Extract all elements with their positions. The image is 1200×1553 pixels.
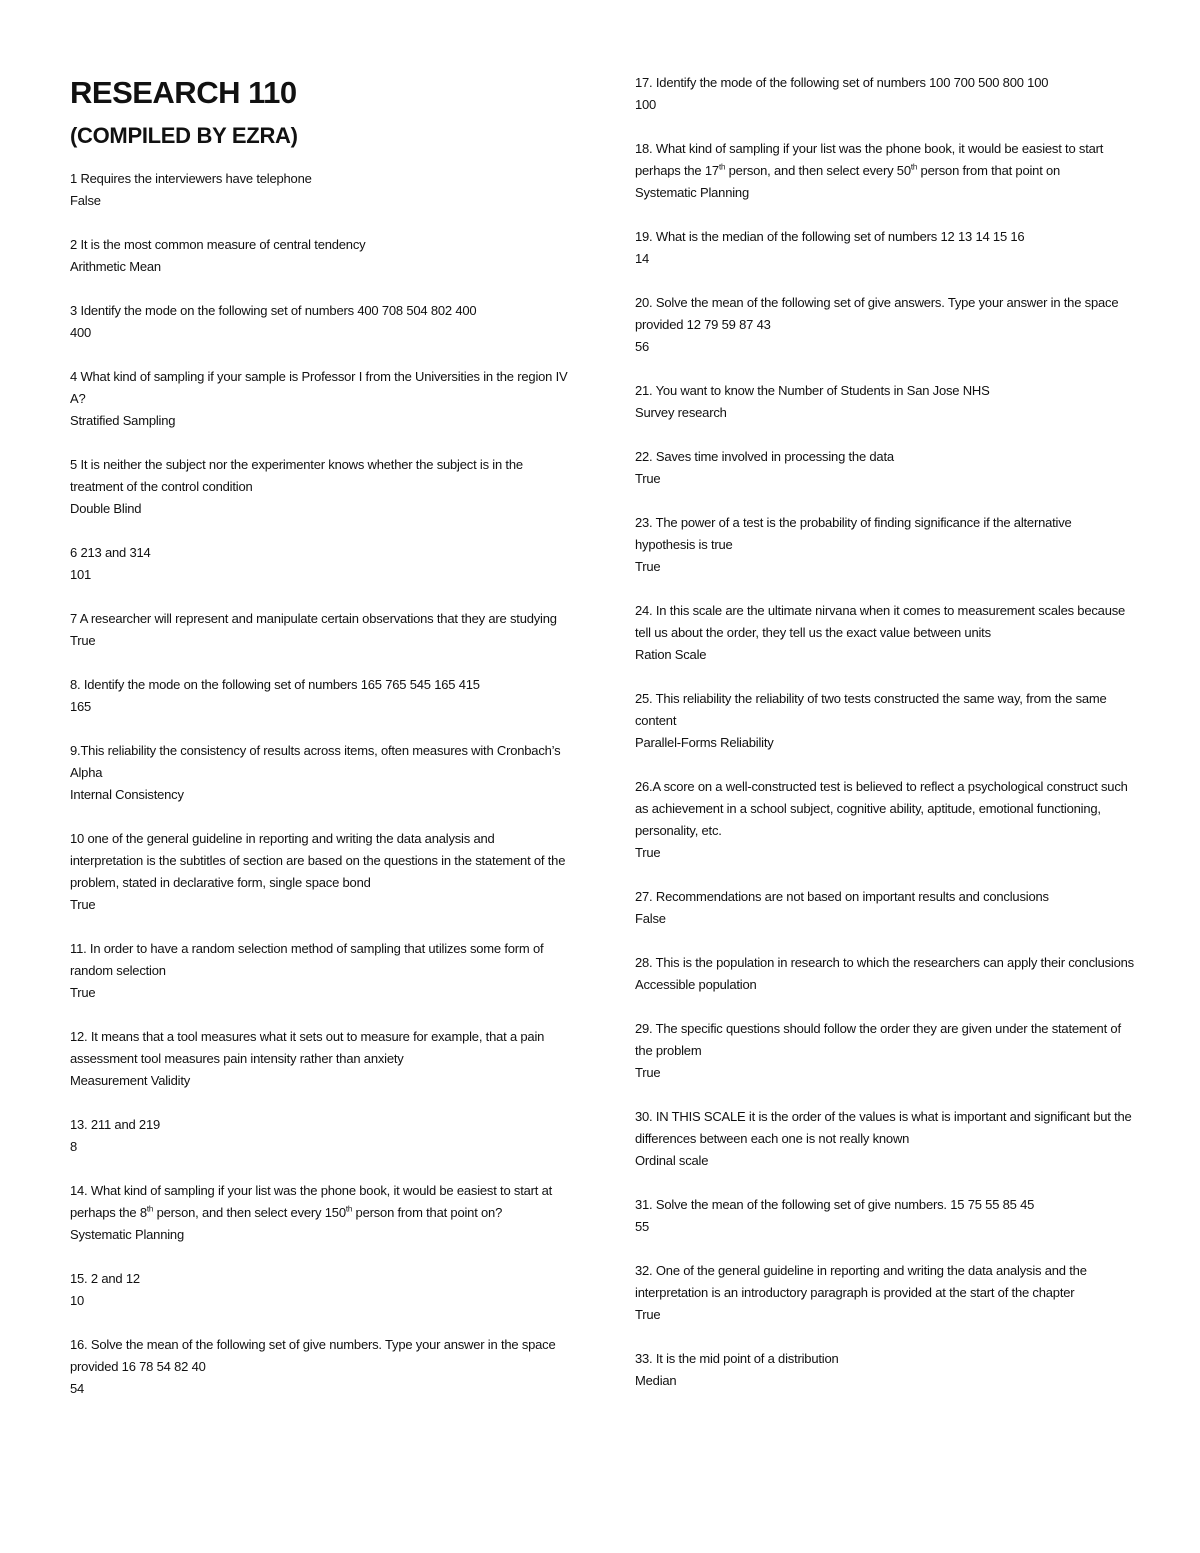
answer-text: True bbox=[70, 985, 96, 1000]
question-text: 7 A researcher will represent and manipulate certain observations that they are studying bbox=[70, 611, 557, 626]
qa-item-11 bbox=[70, 938, 570, 1004]
question-text: 21. You want to know the Number of Students in San Jose NHS bbox=[635, 383, 990, 398]
question-text: 11. In order to have a random selection method of sampling that utilizes some form of random selection bbox=[70, 941, 544, 978]
answer-text: 54 bbox=[70, 1381, 85, 1396]
qa-item-1 bbox=[70, 168, 570, 212]
answer-text: True bbox=[635, 1307, 661, 1322]
ordinal-suffix: th bbox=[910, 162, 918, 172]
question-text: 3 Identify the mode on the following set of numbers 400 708 504 802 400 bbox=[70, 303, 477, 318]
answer-text: Arithmetic Mean bbox=[70, 259, 161, 274]
answer-text: 55 bbox=[635, 1219, 650, 1234]
question-text: 13. 211 and 219 bbox=[70, 1117, 161, 1132]
qa-item-13 bbox=[70, 1114, 570, 1158]
answer-text: 10 bbox=[70, 1293, 85, 1308]
answer-text: 56 bbox=[635, 339, 650, 354]
question-text: 4 What kind of sampling if your sample is Professor I from the Universities in the region IV A? bbox=[70, 369, 568, 406]
qa-item-20 bbox=[635, 292, 1135, 358]
answer-text: Accessible population bbox=[635, 977, 757, 992]
document-subtitle: (COMPILED BY EZRA) bbox=[70, 123, 298, 148]
qa-item-14 bbox=[70, 1180, 570, 1246]
question-text bbox=[70, 1180, 570, 1224]
answer-text: 100 bbox=[635, 97, 657, 112]
answer-text: Ordinal scale bbox=[635, 1153, 709, 1168]
answer-text: 8 bbox=[70, 1139, 78, 1154]
answer-text: True bbox=[635, 471, 661, 486]
qa-item-8 bbox=[70, 674, 570, 718]
qa-item-15 bbox=[70, 1268, 570, 1312]
qa-item-30 bbox=[635, 1106, 1135, 1172]
question-text: 9.This reliability the consistency of results across items, often measures with Cronbach’s Alpha bbox=[70, 743, 561, 780]
qa-item-3 bbox=[70, 300, 570, 344]
question-text: 19. What is the median of the following set of numbers 12 13 14 15 16 bbox=[635, 229, 1025, 244]
question-text: 1 Requires the interviewers have telephone bbox=[70, 171, 312, 186]
answer-text: True bbox=[635, 559, 661, 574]
question-text: 30. IN THIS SCALE it is the order of the values is what is important and significant but the differences between each one is not really known bbox=[635, 1109, 1132, 1146]
question-text: 5 It is neither the subject nor the experimenter knows whether the subject is in the treatment of the control condition bbox=[70, 457, 523, 494]
answer-text: True bbox=[70, 633, 96, 648]
question-text: 12. It means that a tool measures what it sets out to measure for example, that a pain assessment tool measures pain intensity rather than anxiety bbox=[70, 1029, 545, 1066]
qa-item-10 bbox=[70, 828, 570, 916]
qa-item-16 bbox=[70, 1334, 570, 1400]
answer-text: True bbox=[635, 1065, 661, 1080]
document-title: RESEARCH 110 bbox=[70, 75, 297, 110]
qa-item-4 bbox=[70, 366, 570, 432]
question-text: 17. Identify the mode of the following set of numbers 100 700 500 800 100 bbox=[635, 75, 1049, 90]
answer-text: Systematic Planning bbox=[70, 1227, 184, 1242]
ordinal-suffix: th bbox=[345, 1204, 353, 1214]
answer-text: Measurement Validity bbox=[70, 1073, 191, 1088]
question-text-part: 18. What kind of sampling if your list was the phone book, it would be easiest to start perhaps the 17 bbox=[635, 141, 1104, 178]
question-text: 15. 2 and 12 bbox=[70, 1271, 140, 1286]
qa-item-27 bbox=[635, 886, 1135, 930]
answer-text: 400 bbox=[70, 325, 92, 340]
question-text: 10 one of the general guideline in reporting and writing the data analysis and interpretation is the subtitles of section are based on the questions in the statement of the problem, stated in declarative form, single space bond bbox=[70, 831, 566, 890]
qa-item-23 bbox=[635, 512, 1135, 578]
qa-item-12 bbox=[70, 1026, 570, 1092]
answer-text: True bbox=[635, 845, 661, 860]
question-text: 32. One of the general guideline in reporting and writing the data analysis and the interpretation is an introductory paragraph is provided at the start of the chapter bbox=[635, 1263, 1087, 1300]
question-text: 28. This is the population in research to which the researchers can apply their conclusions bbox=[635, 955, 1134, 970]
question-text: 16. Solve the mean of the following set of give numbers. Type your answer in the space provided 16 78 54 82 40 bbox=[70, 1337, 556, 1374]
question-text-part: person from that point on? bbox=[352, 1205, 503, 1220]
answer-text: Ration Scale bbox=[635, 647, 707, 662]
question-text: 25. This reliability the reliability of two tests constructed the same way, from the same content bbox=[635, 691, 1107, 728]
qa-item-24 bbox=[635, 600, 1135, 666]
qa-item-5 bbox=[70, 454, 570, 520]
qa-item-32 bbox=[635, 1260, 1135, 1326]
qa-item-18 bbox=[635, 138, 1135, 204]
qa-item-6 bbox=[70, 542, 570, 586]
right-column bbox=[635, 72, 1135, 1414]
left-column bbox=[70, 72, 570, 1422]
ordinal-suffix: th bbox=[718, 162, 726, 172]
question-text: 29. The specific questions should follow the order they are given under the statement of the problem bbox=[635, 1021, 1121, 1058]
question-text bbox=[635, 138, 1135, 182]
question-text: 27. Recommendations are not based on important results and conclusions bbox=[635, 889, 1049, 904]
question-text: 26.A score on a well-constructed test is believed to reflect a psychological construct such as achievement in a school subject, cognitive ability, aptitude, emotional functioning, personality, etc. bbox=[635, 779, 1128, 838]
answer-text: 101 bbox=[70, 567, 92, 582]
answer-text: 14 bbox=[635, 251, 650, 266]
question-text: 6 213 and 314 bbox=[70, 545, 151, 560]
answer-text: 165 bbox=[70, 699, 92, 714]
qa-item-33 bbox=[635, 1348, 1135, 1392]
qa-item-31 bbox=[635, 1194, 1135, 1238]
qa-item-26 bbox=[635, 776, 1135, 864]
question-text-part: person from that point on bbox=[917, 163, 1061, 178]
answer-text: Double Blind bbox=[70, 501, 142, 516]
qa-item-21 bbox=[635, 380, 1135, 424]
answer-text: True bbox=[70, 897, 96, 912]
question-text-part: 14. What kind of sampling if your list was the phone book, it would be easiest to start at perhaps the 8 bbox=[70, 1183, 553, 1220]
answer-text: Stratified Sampling bbox=[70, 413, 176, 428]
qa-item-9 bbox=[70, 740, 570, 806]
answer-text: Internal Consistency bbox=[70, 787, 184, 802]
qa-item-17 bbox=[635, 72, 1135, 116]
question-text: 8. Identify the mode on the following set of numbers 165 765 545 165 415 bbox=[70, 677, 480, 692]
qa-item-28 bbox=[635, 952, 1135, 996]
question-text-part: person, and then select every 150 bbox=[153, 1205, 346, 1220]
qa-item-7 bbox=[70, 608, 570, 652]
answer-text: Systematic Planning bbox=[635, 185, 749, 200]
question-text: 20. Solve the mean of the following set of give answers. Type your answer in the space provided 12 79 59 87 43 bbox=[635, 295, 1119, 332]
qa-item-22 bbox=[635, 446, 1135, 490]
answer-text: Parallel-Forms Reliability bbox=[635, 735, 774, 750]
answer-text: False bbox=[70, 193, 101, 208]
question-text: 24. In this scale are the ultimate nirvana when it comes to measurement scales because tell us about the order, they tell us the exact value between units bbox=[635, 603, 1126, 640]
question-text-part: person, and then select every 50 bbox=[725, 163, 911, 178]
qa-item-2 bbox=[70, 234, 570, 278]
qa-item-29 bbox=[635, 1018, 1135, 1084]
ordinal-suffix: th bbox=[146, 1204, 154, 1214]
question-text: 22. Saves time involved in processing the data bbox=[635, 449, 894, 464]
answer-text: False bbox=[635, 911, 666, 926]
answer-text: Median bbox=[635, 1373, 677, 1388]
question-text: 31. Solve the mean of the following set of give numbers. 15 75 55 85 45 bbox=[635, 1197, 1035, 1212]
question-text: 33. It is the mid point of a distribution bbox=[635, 1351, 839, 1366]
question-text: 2 It is the most common measure of central tendency bbox=[70, 237, 366, 252]
qa-item-25 bbox=[635, 688, 1135, 754]
question-text: 23. The power of a test is the probability of finding significance if the alternative hypothesis is true bbox=[635, 515, 1072, 552]
answer-text: Survey research bbox=[635, 405, 727, 420]
qa-item-19 bbox=[635, 226, 1135, 270]
